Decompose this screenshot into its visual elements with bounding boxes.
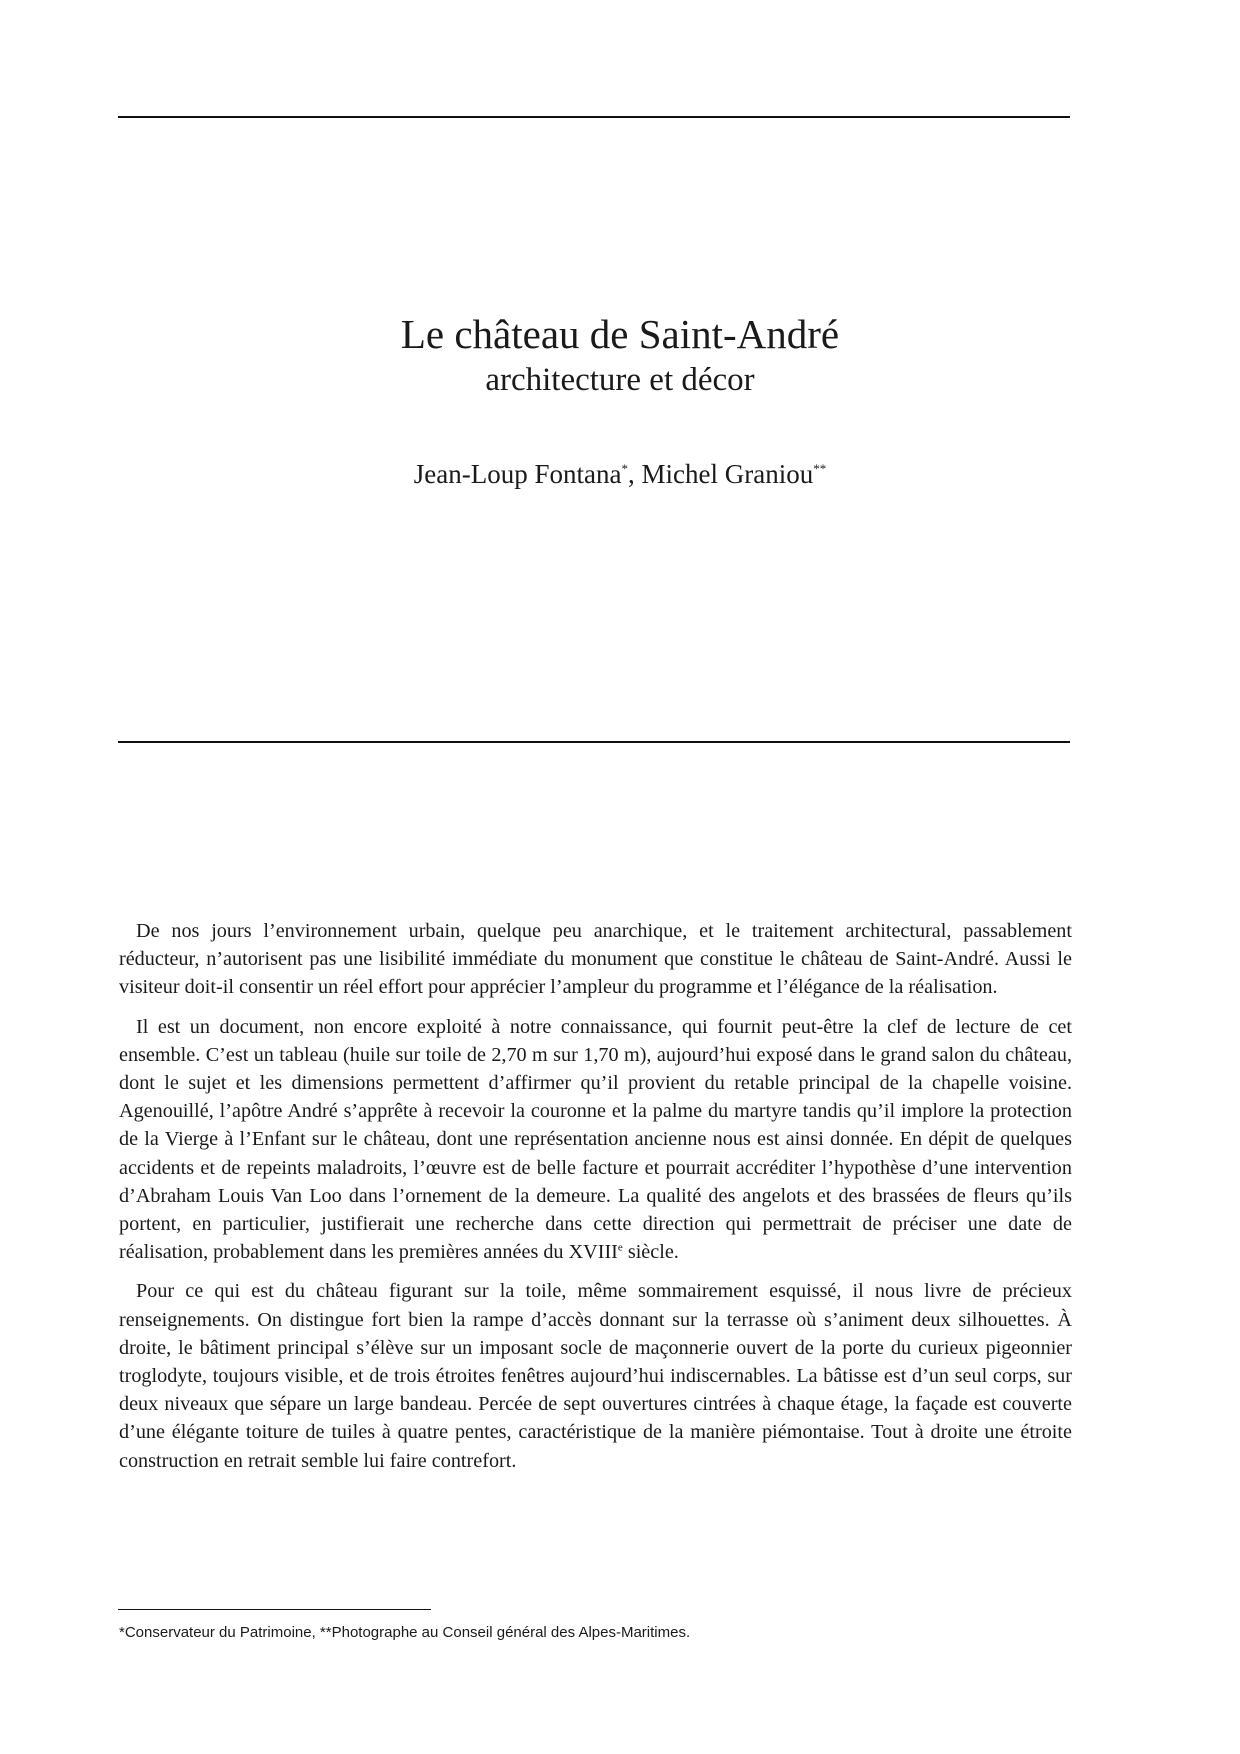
article-subtitle: architecture et décor bbox=[485, 362, 755, 398]
footnote: *Conservateur du Patrimoine, **Photographe au Conseil général des Alpes-Maritimes. bbox=[119, 1624, 691, 1641]
author-name: Michel Graniou bbox=[641, 459, 814, 489]
paragraph-text: siècle. bbox=[622, 1241, 679, 1264]
author-line bbox=[0, 456, 1240, 492]
author-footnote-mark: ** bbox=[813, 461, 827, 476]
paragraph bbox=[119, 1013, 1072, 1267]
footnote-rule bbox=[118, 1609, 431, 1610]
paragraph-text: Il est un document, non encore exploité à notre connaissance, qui fournit peut-être la clef de lecture de cet ensemble. C’est un tableau (huile sur toile de 2,70 m sur 1,70 m), aujourd’hui exposé dans le grand salon du château, dont le sujet et les dimensions permettent d’affirmer qu’il provient du retable principal de la chapelle voisine. Agenouillé, l’apôtre André s’apprête à recevoir la couronne et la palme du martyre tandis qu’il implore la protection de la Vierge à l’Enfant sur le château, dont une représentation ancienne nous est ainsi donnée. En dépit de quelques accidents et de repeints maladroits, l’œuvre est de belle facture et pourrait accréditer l’hypothèse d’une intervention d’Abraham Louis Van Loo dans l’ornement de la demeure. La qualité des angelots et des brassées de fleurs qu’ils portent, en particulier, justifierait une recherche dans cette direction qui permettrait de préciser une date de réalisation, probablement dans les premières années du XVIII bbox=[119, 1015, 1072, 1264]
section-rule bbox=[118, 741, 1070, 743]
paragraph: Pour ce qui est du château figurant sur la toile, même sommairement esquissé, il nous livre de précieux renseignements. On distingue fort bien la rampe d’accès donnant sur la terrasse où s’animent deux silhouettes. À droite, le bâtiment principal s’élève sur un imposant socle de maçonnerie ouvert de la porte du curieux pigeonnier troglodyte, toujours visible, et de trois étroites fenêtres aujourd’hui indiscernables. La bâtisse est d’un seul corps, sur deux niveaux que sépare un large bandeau. Percée de sept ouvertures cintrées à chaque étage, la façade est couverte d’une élégante toiture de tuiles à quatre pentes, caractéristique de la manière piémontaise. Tout à droite une étroite construction en retrait semble lui faire contrefort. bbox=[119, 1280, 1072, 1472]
top-rule bbox=[118, 116, 1070, 118]
superscript: e bbox=[617, 1241, 623, 1254]
author-name: Jean-Loup Fontana bbox=[413, 459, 622, 489]
paragraph: De nos jours l’environnement urbain, quelque peu anarchique, et le traitement architectural, passablement réducteur, n’autorisent pas une lisibilité immédiate du monument que constitue le château de Saint-André. Aussi le visiteur doit-il consentir un réel effort pour apprécier l’ampleur du programme et l’élégance de la réalisation. bbox=[119, 920, 1072, 999]
author-separator: , bbox=[628, 459, 642, 489]
body-text bbox=[119, 917, 1072, 1486]
author-footnote-mark: * bbox=[621, 461, 628, 476]
article-title: Le château de Saint-André bbox=[400, 311, 840, 357]
